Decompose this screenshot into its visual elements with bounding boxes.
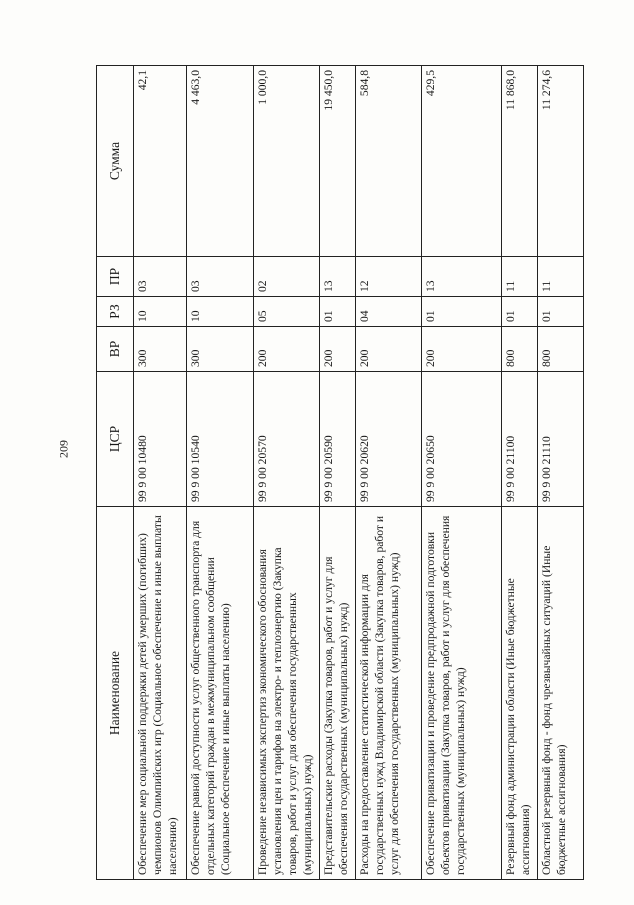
table-row — [254, 66, 320, 880]
cell-csr: 99 9 00 20620 — [356, 372, 422, 507]
cell-rz: 01 — [422, 297, 502, 327]
cell-pr: 02 — [254, 257, 320, 297]
cell-pr: 11 — [538, 257, 584, 297]
header-csr: ЦСР — [97, 372, 134, 507]
cell-pr: 03 — [187, 257, 254, 297]
cell-rz: 10 — [187, 297, 254, 327]
cell-sum: 19 450,0 — [320, 66, 356, 257]
cell-csr: 99 9 00 20650 — [422, 372, 502, 507]
cell-sum: 1 000,0 — [254, 66, 320, 257]
cell-vr: 200 — [422, 327, 502, 372]
header-pr: ПР — [97, 257, 134, 297]
cell-vr: 300 — [134, 327, 187, 372]
cell-vr: 200 — [320, 327, 356, 372]
cell-pr: 03 — [134, 257, 187, 297]
table-header-row — [97, 66, 134, 880]
table-row — [320, 66, 356, 880]
cell-rz: 01 — [502, 297, 538, 327]
cell-rz: 01 — [538, 297, 584, 327]
header-name: Наименование — [97, 507, 134, 880]
table-row — [134, 66, 187, 880]
header-sum: Сумма — [97, 66, 134, 257]
cell-vr: 200 — [254, 327, 320, 372]
cell-csr: 99 9 00 20590 — [320, 372, 356, 507]
cell-name: Представительские расходы (Закупка товаров, работ и услуг для обеспечения государственных (муниципальных) нужд) — [320, 507, 356, 880]
cell-name: Проведение независимых экспертиз экономического обоснования установления цен и тарифов на электро- и теплоэнергию (Закупка товаров, работ и услуг для обеспечения государственных (муниципальных) нужд) — [254, 507, 320, 880]
cell-csr: 99 9 00 21110 — [538, 372, 584, 507]
cell-rz: 01 — [320, 297, 356, 327]
cell-csr: 99 9 00 20570 — [254, 372, 320, 507]
cell-sum: 42,1 — [134, 66, 187, 257]
table-row — [356, 66, 422, 880]
cell-name: Обеспечение равной доступности услуг общественного транспорта для отдельных категорий граждан в межмуниципальном сообщении (Социальное обеспечение и иные выплаты населению) — [187, 507, 254, 880]
table-row — [502, 66, 538, 880]
rotated-table-wrapper — [96, 66, 583, 880]
cell-sum: 11 868,0 — [502, 66, 538, 257]
header-vr: ВР — [97, 327, 134, 372]
table-row — [538, 66, 584, 880]
cell-name: Обеспечение приватизации и проведение предпродажной подготовки объектов приватизации (Закупка товаров, работ и услуг для обеспечения государственных (муниципальных) нужд) — [422, 507, 502, 880]
cell-vr: 800 — [538, 327, 584, 372]
cell-pr: 11 — [502, 257, 538, 297]
page-number: 209 — [56, 440, 71, 458]
cell-pr: 13 — [422, 257, 502, 297]
cell-name: Расходы на предоставление статистической информации для государственных нужд Владимирской области (Закупка товаров, работ и услуг для обеспечения государственных (муниципальных) нужд) — [356, 507, 422, 880]
cell-sum: 584,8 — [356, 66, 422, 257]
budget-table — [96, 65, 584, 880]
cell-sum: 429,5 — [422, 66, 502, 257]
header-rz: РЗ — [97, 297, 134, 327]
cell-pr: 12 — [356, 257, 422, 297]
cell-csr: 99 9 00 21100 — [502, 372, 538, 507]
table-row — [422, 66, 502, 880]
cell-vr: 800 — [502, 327, 538, 372]
cell-sum: 4 463,0 — [187, 66, 254, 257]
cell-rz: 04 — [356, 297, 422, 327]
cell-name: Областной резервный фонд - фонд чрезвычайных ситуаций (Иные бюджетные ассигнования) — [538, 507, 584, 880]
cell-vr: 300 — [187, 327, 254, 372]
cell-name: Обеспечение мер социальной поддержки детей умерших (погибших) чемпионов Олимпийских игр (Социальное обеспечение и иные выплаты населению) — [134, 507, 187, 880]
cell-csr: 99 9 00 10480 — [134, 372, 187, 507]
table-row — [187, 66, 254, 880]
cell-name: Резервный фонд администрации области (Иные бюджетные ассигнования) — [502, 507, 538, 880]
cell-pr: 13 — [320, 257, 356, 297]
cell-sum: 11 274,6 — [538, 66, 584, 257]
cell-csr: 99 9 00 10540 — [187, 372, 254, 507]
cell-rz: 10 — [134, 297, 187, 327]
cell-rz: 05 — [254, 297, 320, 327]
cell-vr: 200 — [356, 327, 422, 372]
